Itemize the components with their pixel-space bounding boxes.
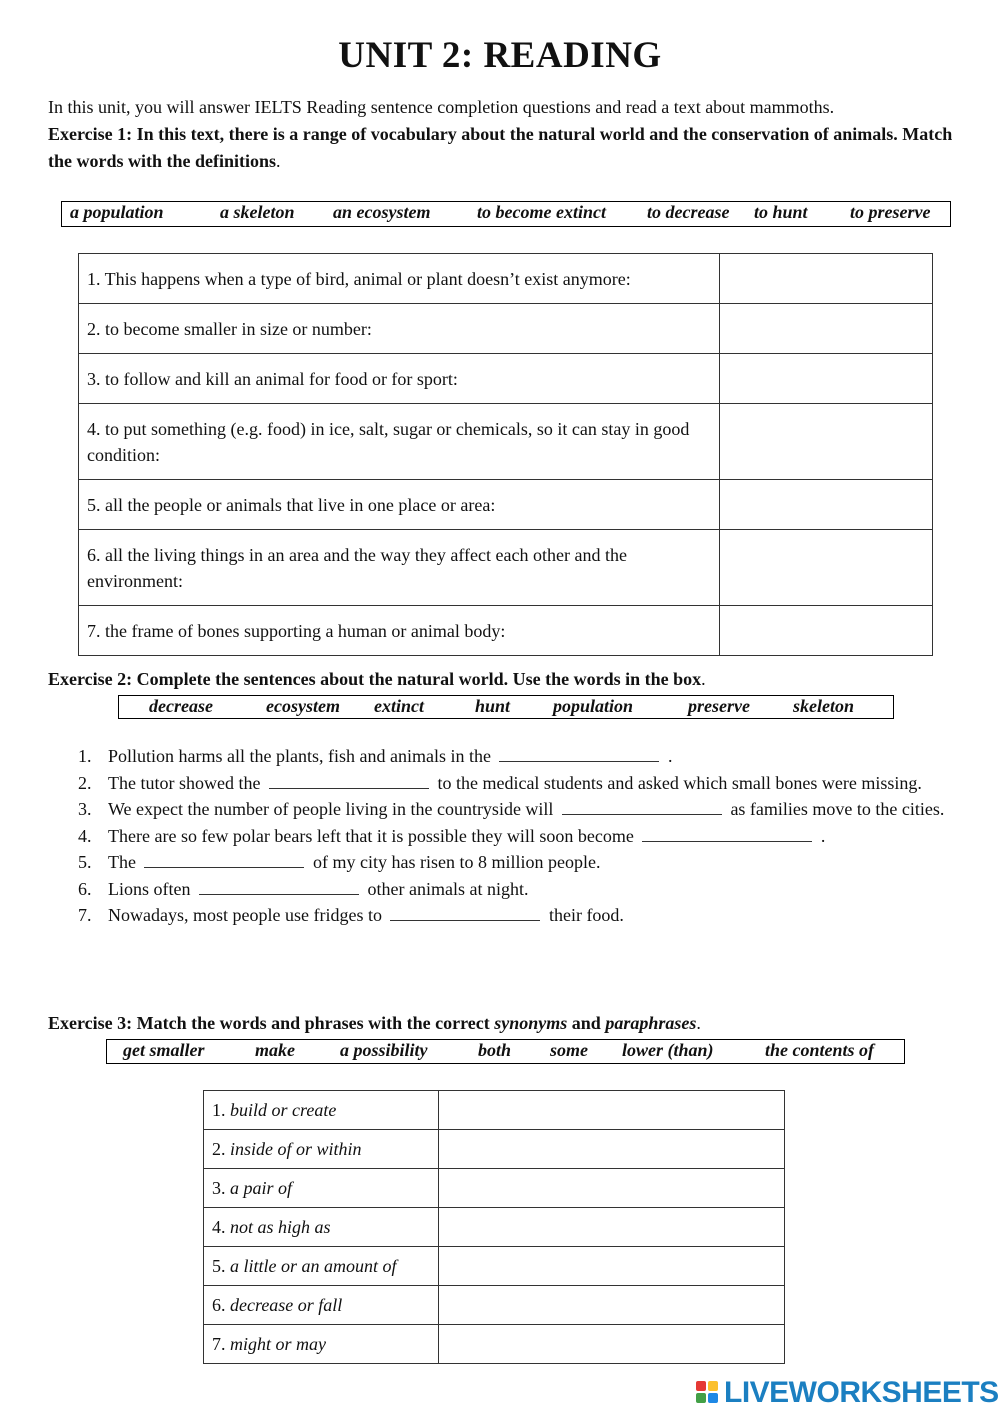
phrase-cell: 4. not as high as bbox=[204, 1208, 439, 1247]
table-row bbox=[79, 606, 933, 656]
word-bank-item: skeleton bbox=[793, 696, 854, 716]
exercise3-table bbox=[203, 1090, 785, 1364]
word-bank-item: make bbox=[255, 1040, 295, 1060]
answer-blank[interactable] bbox=[562, 796, 722, 815]
phrase-cell: 3. a pair of bbox=[204, 1169, 439, 1208]
table-row bbox=[204, 1091, 785, 1130]
answer-input[interactable] bbox=[439, 1325, 788, 1363]
answer-input[interactable] bbox=[439, 1130, 788, 1168]
word-bank-item: an ecosystem bbox=[333, 202, 431, 222]
liveworksheets-logo[interactable] bbox=[696, 1376, 999, 1410]
answer-cell[interactable] bbox=[720, 530, 933, 606]
definition-text: 2. to become smaller in size or number: bbox=[79, 304, 720, 354]
definition-text: 6. all the living things in an area and the way they affect each other and the environment: bbox=[79, 530, 720, 606]
table-row bbox=[204, 1325, 785, 1364]
answer-cell[interactable] bbox=[720, 254, 933, 304]
answer-cell[interactable] bbox=[438, 1208, 784, 1247]
page-title: UNIT 2: READING bbox=[338, 35, 662, 76]
answer-input[interactable] bbox=[720, 404, 936, 479]
word-bank-item: lower (than) bbox=[622, 1040, 714, 1060]
phrase-cell: 5. a little or an amount of bbox=[204, 1247, 439, 1286]
word-bank-item: to decrease bbox=[647, 202, 730, 222]
list-item: 6. Lions often other animals at night. bbox=[48, 876, 948, 903]
table-row bbox=[79, 530, 933, 606]
logo-square bbox=[696, 1393, 706, 1403]
table-row bbox=[204, 1286, 785, 1325]
list-item: 5. The of my city has risen to 8 million people. bbox=[48, 849, 948, 876]
table-row bbox=[79, 254, 933, 304]
exercise1-table bbox=[78, 253, 933, 656]
word-bank-item: population bbox=[553, 696, 634, 716]
word-bank-item: a skeleton bbox=[220, 202, 295, 222]
word-bank-item: ecosystem bbox=[266, 696, 340, 716]
exercise3-word-box bbox=[106, 1039, 905, 1064]
list-item: 3. We expect the number of people living in the countryside will as families move to the cities. bbox=[48, 796, 948, 823]
answer-cell[interactable] bbox=[438, 1130, 784, 1169]
answer-blank[interactable] bbox=[390, 902, 540, 921]
exercise1-heading: Exercise 1: In this text, there is a range of vocabulary about the natural world and the conservation of animals. Match the words with the definitions. bbox=[48, 124, 953, 171]
answer-input[interactable] bbox=[720, 304, 936, 353]
word-bank-item: decrease bbox=[149, 696, 213, 716]
answer-input[interactable] bbox=[720, 530, 936, 605]
word-bank-item: both bbox=[478, 1040, 512, 1060]
answer-input[interactable] bbox=[720, 606, 936, 655]
definition-text: 4. to put something (e.g. food) in ice, salt, sugar or chemicals, so it can stay in good condition: bbox=[79, 404, 720, 480]
word-bank-item: to preserve bbox=[850, 202, 931, 222]
word-bank-item: to hunt bbox=[754, 202, 808, 222]
word-bank-item: the contents of bbox=[765, 1040, 875, 1060]
list-item: 7. Nowadays, most people use fridges to their food. bbox=[48, 902, 948, 929]
answer-blank[interactable] bbox=[269, 770, 429, 789]
answer-input[interactable] bbox=[439, 1247, 788, 1285]
answer-input[interactable] bbox=[439, 1208, 788, 1246]
answer-cell[interactable] bbox=[720, 404, 933, 480]
logo-square bbox=[696, 1381, 706, 1391]
answer-cell[interactable] bbox=[438, 1325, 784, 1364]
definition-text: 7. the frame of bones supporting a human or animal body: bbox=[79, 606, 720, 656]
definition-text: 5. all the people or animals that live in one place or area: bbox=[79, 480, 720, 530]
table-row bbox=[204, 1247, 785, 1286]
liveworksheets-logo-icon bbox=[696, 1381, 720, 1405]
phrase-cell: 7. might or may bbox=[204, 1325, 439, 1364]
answer-cell[interactable] bbox=[720, 606, 933, 656]
logo-text: LIVEWORKSHEETS bbox=[724, 1376, 999, 1409]
exercise2-word-box bbox=[118, 695, 894, 719]
answer-cell[interactable] bbox=[720, 304, 933, 354]
table-row bbox=[204, 1130, 785, 1169]
phrase-cell: 2. inside of or within bbox=[204, 1130, 439, 1169]
word-bank-item: hunt bbox=[475, 696, 511, 716]
word-bank-item: a possibility bbox=[340, 1040, 428, 1060]
table-row bbox=[204, 1208, 785, 1247]
list-item: 2. The tutor showed the to the medical students and asked which small bones were missing. bbox=[48, 770, 948, 797]
table-row bbox=[79, 480, 933, 530]
answer-input[interactable] bbox=[720, 254, 936, 303]
list-item: 1. Pollution harms all the plants, fish and animals in the . bbox=[48, 743, 948, 770]
answer-blank[interactable] bbox=[642, 823, 812, 842]
word-bank-item: extinct bbox=[374, 696, 424, 716]
answer-cell[interactable] bbox=[438, 1091, 784, 1130]
answer-input[interactable] bbox=[439, 1169, 788, 1207]
table-row bbox=[204, 1169, 785, 1208]
logo-square bbox=[708, 1393, 718, 1403]
list-item: 4. There are so few polar bears left that it is possible they will soon become . bbox=[48, 823, 948, 850]
table-row bbox=[79, 404, 933, 480]
word-bank-item: preserve bbox=[688, 696, 750, 716]
definition-text: 3. to follow and kill an animal for food or for sport: bbox=[79, 354, 720, 404]
word-bank-item: get smaller bbox=[123, 1040, 205, 1060]
exercise1-word-box bbox=[61, 201, 951, 227]
exercise2-heading: Exercise 2: Complete the sentences about the natural world. Use the words in the box. bbox=[48, 669, 706, 689]
answer-input[interactable] bbox=[439, 1286, 788, 1324]
table-row bbox=[79, 304, 933, 354]
answer-input[interactable] bbox=[720, 354, 936, 403]
answer-input[interactable] bbox=[720, 480, 936, 529]
intro-text: In this unit, you will answer IELTS Reading sentence completion questions and read a text about mammoths. bbox=[48, 97, 835, 117]
answer-cell[interactable] bbox=[438, 1169, 784, 1208]
exercise2-sentences bbox=[48, 743, 948, 929]
answer-cell[interactable] bbox=[438, 1286, 784, 1325]
phrase-cell: 1. build or create bbox=[204, 1091, 439, 1130]
answer-cell[interactable] bbox=[720, 480, 933, 530]
exercise3-heading: Exercise 3: Match the words and phrases with the correct synonyms and paraphrases. bbox=[48, 1013, 701, 1033]
answer-input[interactable] bbox=[439, 1091, 788, 1129]
answer-cell[interactable] bbox=[438, 1247, 784, 1286]
word-bank-item: to become extinct bbox=[477, 202, 606, 222]
logo-square bbox=[708, 1381, 718, 1391]
answer-blank[interactable] bbox=[199, 876, 359, 895]
answer-blank[interactable] bbox=[499, 743, 659, 762]
definition-text: 1. This happens when a type of bird, animal or plant doesn’t exist anymore: bbox=[79, 254, 720, 304]
word-bank-item: a population bbox=[70, 202, 164, 222]
phrase-cell: 6. decrease or fall bbox=[204, 1286, 439, 1325]
answer-cell[interactable] bbox=[720, 354, 933, 404]
table-row bbox=[79, 354, 933, 404]
answer-blank[interactable] bbox=[144, 849, 304, 868]
word-bank-item: some bbox=[550, 1040, 588, 1060]
